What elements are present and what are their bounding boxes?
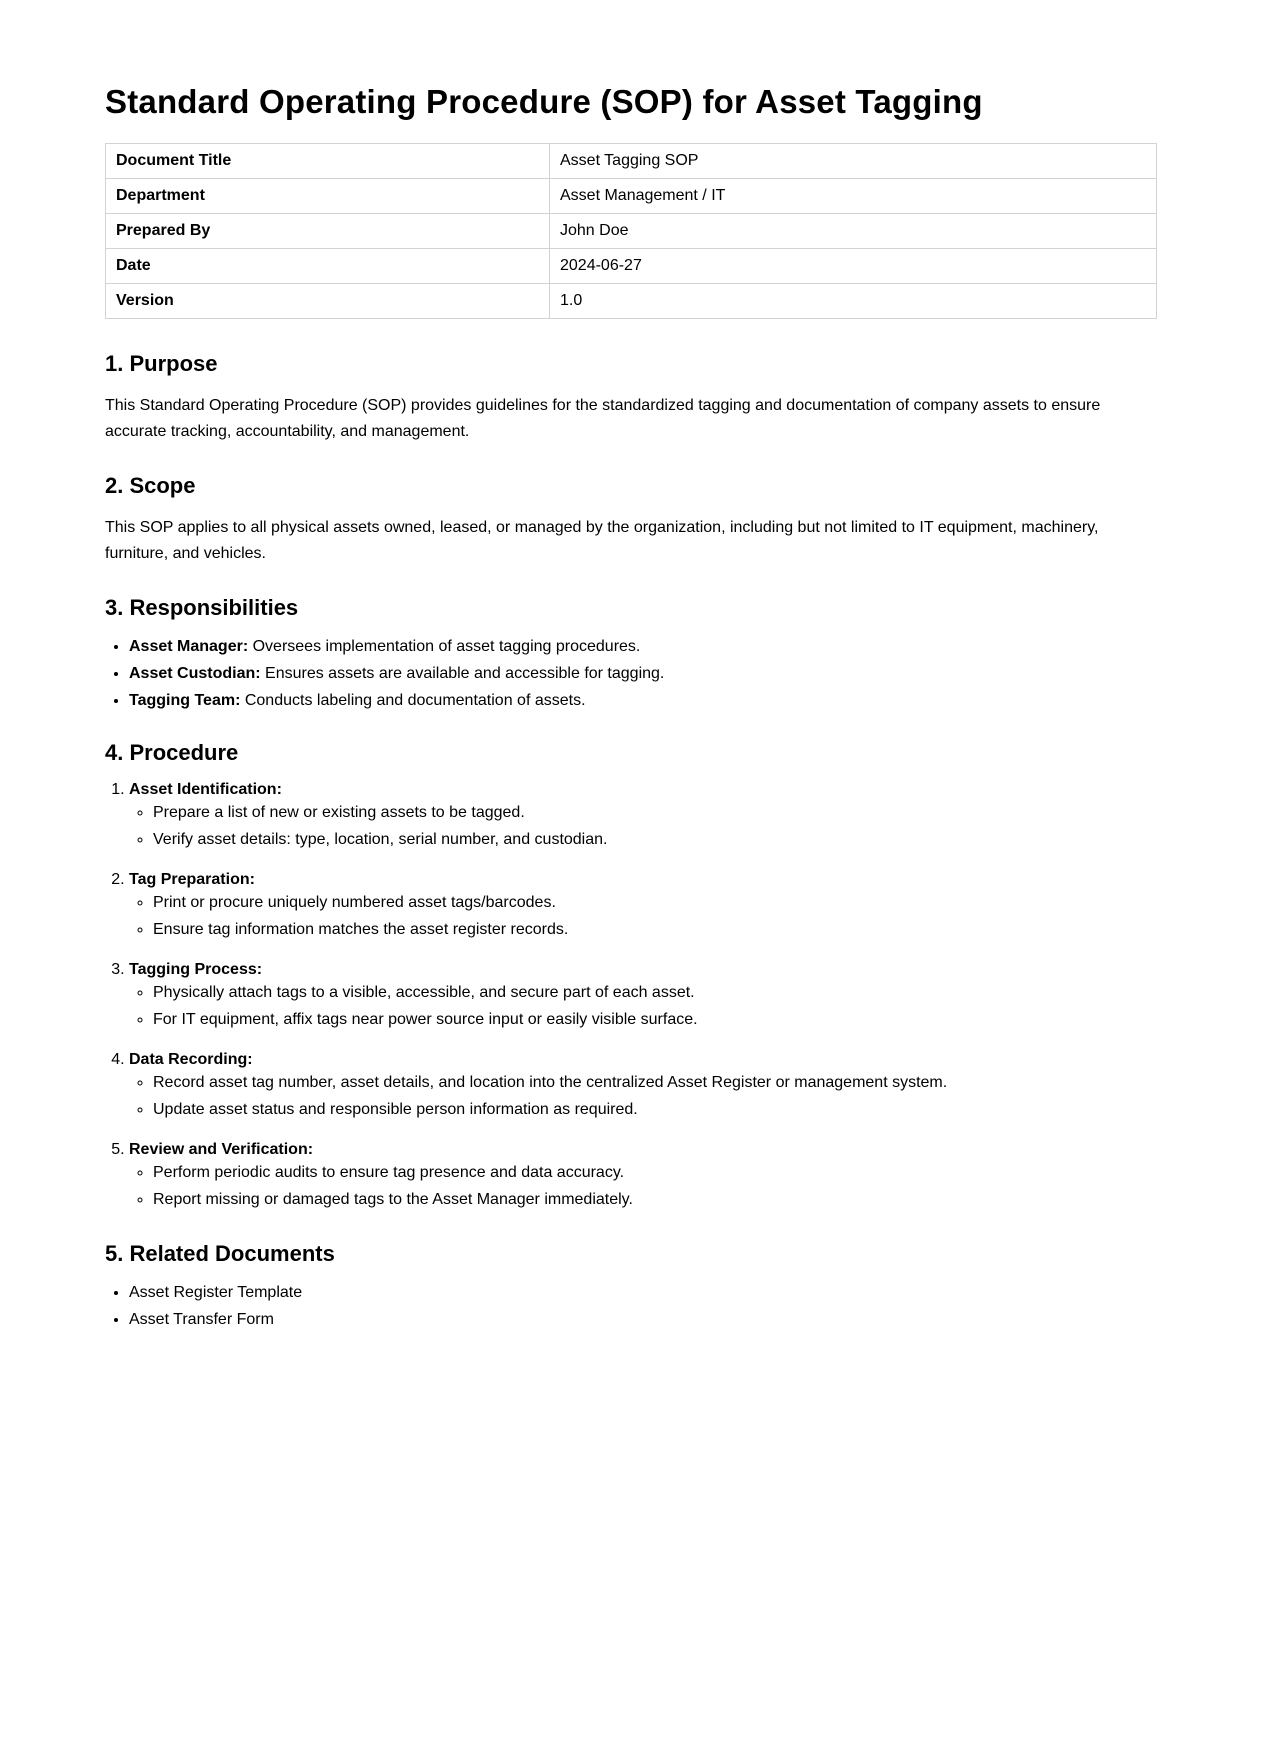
list-item: ◦ Print or procure uniquely numbered asset tags/barcodes. [153, 889, 1158, 916]
related-documents-list [105, 1279, 1158, 1333]
procedure-step [129, 960, 1158, 1033]
table-value: 1.0 [550, 284, 1157, 319]
list-item: ◦ Record asset tag number, asset details, and location into the centralized Asset Register or management system. [153, 1069, 1158, 1096]
section-heading-responsibilities: 3. Responsibilities [105, 595, 299, 620]
list-item: ◦ Ensure tag information matches the asset register records. [153, 916, 1158, 943]
page-title: Standard Operating Procedure (SOP) for Asset Tagging [105, 83, 983, 120]
table-key: Document Title [106, 144, 550, 179]
scope-text: This SOP applies to all physical assets owned, leased, or managed by the organization, including but not limited to IT equipment, machinery, furniture, and vehicles. [105, 519, 1099, 562]
procedure-step [129, 780, 1158, 853]
table-key: Date [106, 249, 550, 284]
list-item [129, 687, 1158, 714]
role-name: Asset Manager: [129, 638, 249, 655]
table-row [106, 179, 1157, 214]
table-value: Asset Management / IT [550, 179, 1157, 214]
step-title: 2. Tag Preparation: [129, 871, 255, 888]
list-item: • Asset Register Template [129, 1279, 1158, 1306]
list-item [129, 660, 1158, 687]
step-title: 4. Data Recording: [129, 1051, 253, 1068]
table-key: Version [106, 284, 550, 319]
role-name: Tagging Team: [129, 692, 241, 709]
table-key: Prepared By [106, 214, 550, 249]
section-heading-scope: 2. Scope [105, 473, 196, 498]
procedure-steps [105, 780, 1158, 1213]
procedure-step [129, 870, 1158, 943]
role-description: Oversees implementation of asset tagging procedures. [248, 638, 641, 655]
list-item: ◦ Prepare a list of new or existing assets to be tagged. [153, 799, 1158, 826]
section-heading-procedure: 4. Procedure [105, 740, 239, 765]
document-content [105, 78, 1158, 1375]
list-item: ◦ Verify asset details: type, location, serial number, and custodian. [153, 826, 1158, 853]
list-item: ◦ Perform periodic audits to ensure tag presence and data accuracy. [153, 1159, 1158, 1186]
table-value: Asset Tagging SOP [550, 144, 1157, 179]
list-item: ◦ Physically attach tags to a visible, accessible, and secure part of each asset. [153, 979, 1158, 1006]
list-item: • Asset Transfer Form [129, 1306, 1158, 1333]
list-item: ◦ For IT equipment, affix tags near power source input or easily visible surface. [153, 1006, 1158, 1033]
document-info-table [105, 143, 1157, 319]
role-name: Asset Custodian: [129, 665, 261, 682]
step-items [129, 1069, 1158, 1123]
section-heading-related-documents: 5. Related Documents [105, 1241, 335, 1266]
procedure-step [129, 1140, 1158, 1213]
procedure-step [129, 1050, 1158, 1123]
role-description: Conducts labeling and documentation of assets. [240, 692, 586, 709]
step-title: 5. Review and Verification: [129, 1141, 314, 1158]
table-row [106, 144, 1157, 179]
table-value: 2024-06-27 [550, 249, 1157, 284]
step-items [129, 889, 1158, 943]
step-items [129, 979, 1158, 1033]
list-item: ◦ Update asset status and responsible person information as required. [153, 1096, 1158, 1123]
table-value: John Doe [550, 214, 1157, 249]
responsibilities-list [105, 633, 1158, 714]
role-description: Ensures assets are available and accessible for tagging. [260, 665, 665, 682]
list-item [129, 633, 1158, 660]
table-row [106, 284, 1157, 319]
step-items [129, 1159, 1158, 1213]
step-items [129, 799, 1158, 853]
step-title: 3. Tagging Process: [129, 961, 263, 978]
table-row [106, 214, 1157, 249]
list-item: ◦ Report missing or damaged tags to the Asset Manager immediately. [153, 1186, 1158, 1213]
purpose-text: This Standard Operating Procedure (SOP) provides guidelines for the standardized tagging and documentation of company assets to ensure accurate tracking, accountability, and management. [105, 397, 1101, 440]
step-title: 1. Asset Identification: [129, 781, 282, 798]
table-key: Department [106, 179, 550, 214]
section-heading-purpose: 1. Purpose [105, 351, 218, 376]
table-row [106, 249, 1157, 284]
